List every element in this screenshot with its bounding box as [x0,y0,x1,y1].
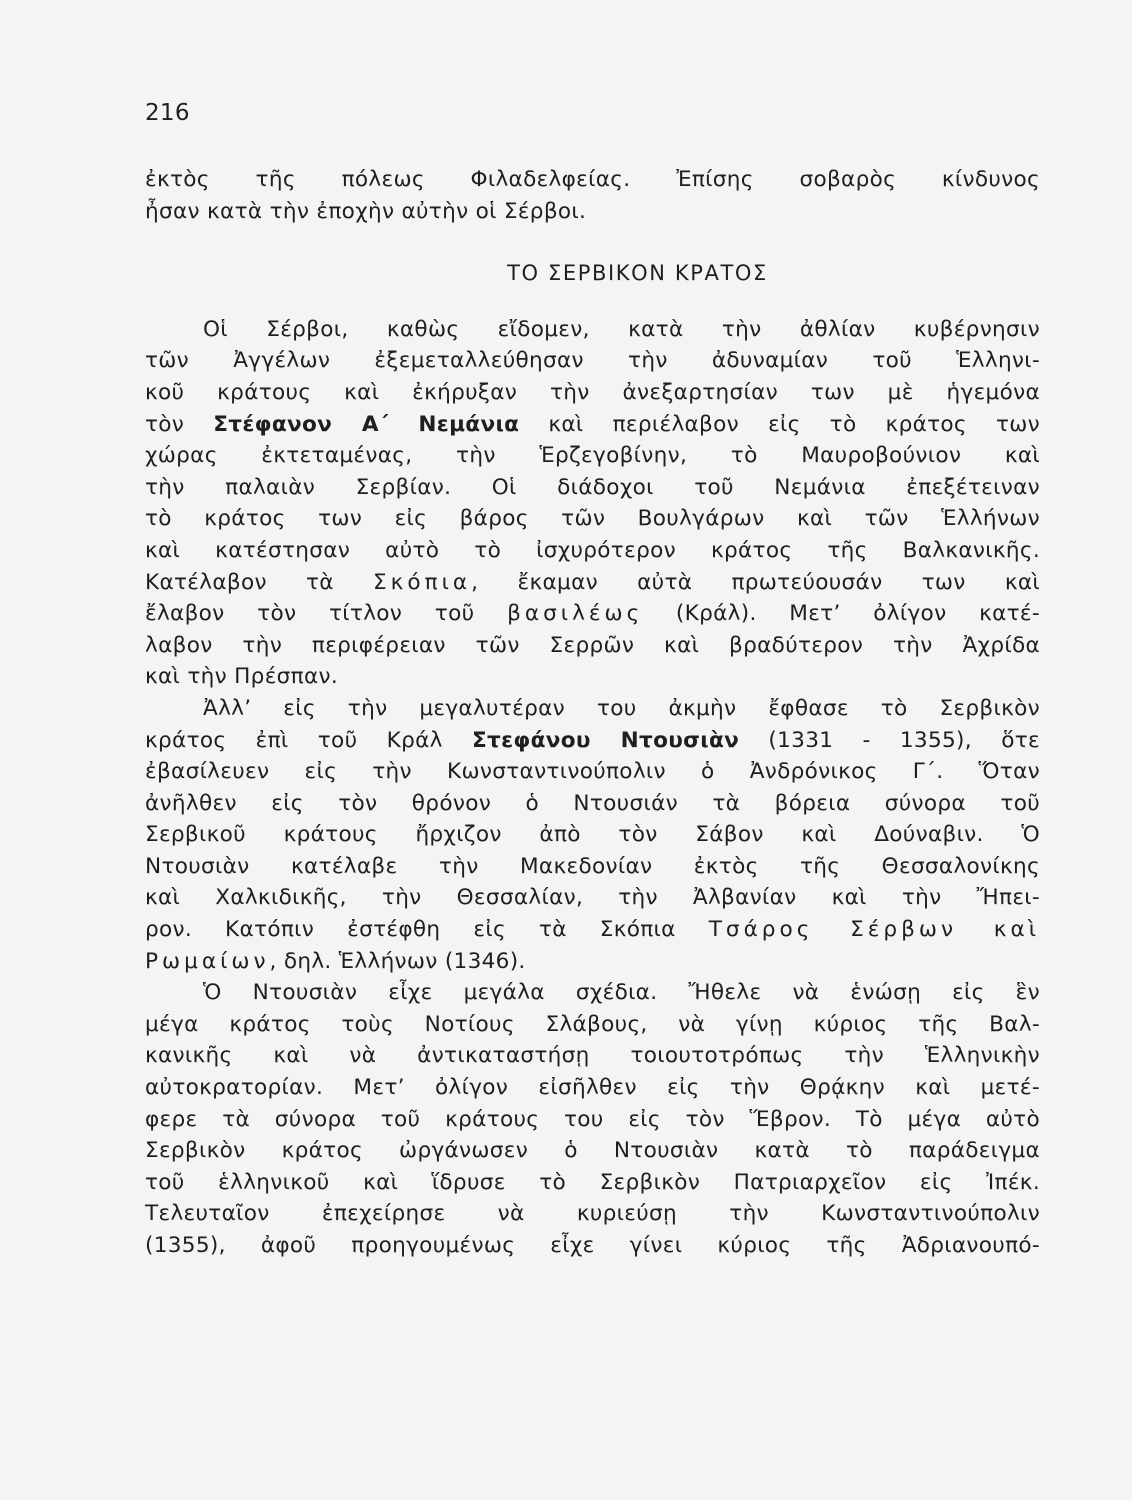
text-line: Ντουσιὰν κατέλαβε τὴν Μακεδονίαν ἐκτὸς τῆς Θεσσαλονίκης [145,853,1040,879]
text-line: Οἱ Σέρβοι, καθὼς εἴδομεν, κατὰ τὴν ἀθλίαν κυβέρνησιν [203,316,1040,342]
text-run: κράτος ἐπὶ τοῦ Κράλ [145,727,472,753]
section-heading: ΤΟ ΣΕΡΒΙΚΟΝ ΚΡΑΤΟΣ [507,261,768,286]
text-line: ἐκτὸς τῆς πόλεως Φιλαδελφείας. Ἐπίσης σοβαρὸς κίνδυνος [145,167,1040,192]
paragraph-dusan-expansion [145,693,1040,977]
text-line: Ὁ Ντουσιὰν εἶχε μεγάλα σχέδια. Ἤθελε νὰ ἑνώσῃ εἰς ἓν [203,980,1040,1006]
text-line: ἐβασίλευεν εἰς τὴν Κωνσταντινούπολιν ὁ Ἀνδρόνικος Γ΄. Ὅταν [145,759,1040,785]
text-line: καὶ Χαλκιδικῆς, τὴν Θεσσαλίαν, τὴν Ἀλβανίαν καὶ τὴν Ἤπει- [145,885,1040,911]
text-line: χώρας ἐκτεταμένας, τὴν Ἑρζεγοβίνην, τὸ Μαυροβούνιον καὶ [145,443,1040,469]
text-line: φερε τὰ σύνορα τοῦ κράτους του εἰς τὸν Ἕβρον. Τὸ μέγα αὐτὸ [145,1106,1040,1132]
text-run: (Κράλ). Μετ’ ὀλίγον κατέ- [643,601,1040,627]
text-line: Σερβικοῦ κράτους ἤρχιζον ἀπὸ τὸν Σάβον καὶ Δούναβιν. Ὁ [145,822,1040,848]
bold-name: Στέφανον Α΄ Νεμάνια [213,411,520,437]
book-page [145,98,1040,1262]
text-line [145,725,1040,757]
text-line: τοῦ ἑλληνικοῦ καὶ ἵδρυσε τὸ Σερβικὸν Πατριαρχεῖον εἰς Ἰπέκ. [145,1169,1040,1195]
text-run: (1331 - 1355), ὅτε [739,727,1040,753]
text-line: τὴν παλαιὰν Σερβίαν. Οἱ διάδοχοι τοῦ Νεμάνια ἐπεξέτειναν [145,474,1040,500]
text-line: κοῦ κράτους καὶ ἐκήρυξαν τὴν ἀνεξαρτησίαν των μὲ ἡγεμόνα [145,379,1040,405]
text-line [145,409,1040,441]
text-line: ἀνῆλθεν εἰς τὸν θρόνον ὁ Ντουσιάν τὰ βόρεια σύνορα τοῦ [145,790,1040,816]
text-run: τὸν [145,411,214,437]
text-line: μέγα κράτος τοὺς Νοτίους Σλάβους, νὰ γίνῃ κύριος τῆς Βαλ- [145,1011,1040,1037]
paragraph-dusan-plans [145,977,1040,1261]
text-line [145,567,1040,599]
text-run: καὶ περιέλαβον εἰς τὸ κράτος των [519,411,1040,437]
page-number: 216 [145,100,190,126]
text-line: κανικῆς καὶ νὰ ἀντικαταστήσῃ τοιουτοτρόπως τὴν Ἑλληνικὴν [145,1043,1040,1069]
text-line: αὐτοκρατορίαν. Μετ’ ὀλίγον εἰσῆλθεν εἰς τὴν Θρᾴκην καὶ μετέ- [145,1075,1040,1101]
text-line: ἦσαν κατὰ τὴν ἐποχὴν αὐτὴν οἱ Σέρβοι. [145,198,587,224]
text-line [145,914,1040,946]
text-line: καὶ κατέστησαν αὐτὸ τὸ ἰσχυρότερον κράτος τῆς Βαλκανικῆς. [145,537,1040,563]
text-line: (1355), ἀφοῦ προηγουμένως εἶχε γίνει κύριος τῆς Ἀδριανουπό- [145,1233,1040,1258]
text-line: καὶ τὴν Πρέσπαν. [145,664,339,690]
bold-name: Στεφάνου Ντουσιὰν [471,727,740,753]
spaced-word: Σκόπια [373,569,472,595]
spaced-word: Τσάρος Σέρβων καὶ [708,917,1040,943]
text-run: , δηλ. Ἑλλήνων (1346). [269,948,526,974]
text-line: τῶν Ἀγγέλων ἐξεμεταλλεύθησαν τὴν ἀδυναμίαν τοῦ Ἑλληνι- [145,348,1040,374]
text-line: τὸ κράτος των εἰς βάρος τῶν Βουλγάρων καὶ τῶν Ἑλλήνων [145,506,1040,532]
paragraph-serbs-independence [145,314,1040,693]
text-run: Κατέλαβον τὰ [145,569,374,595]
spaced-word: βασιλέως [507,601,644,627]
text-line [145,946,1040,978]
text-line: λαβον τὴν περιφέρειαν τῶν Σερρῶν καὶ βραδύτερον τὴν Ἀχρίδα [145,632,1040,658]
text-run: ἔλαβον τὸν τίτλον τοῦ [145,601,508,627]
text-line [145,598,1040,630]
text-run: ρον. Κατόπιν ἐστέφθη εἰς τὰ Σκόπια [145,917,709,943]
intro-paragraph [145,164,1040,227]
text-line: Σερβικὸν κράτος ὠργάνωσεν ὁ Ντουσιὰν κατὰ τὸ παράδειγμα [145,1138,1040,1164]
text-run: , ἔκαμαν αὐτὰ πρωτεύουσάν των καὶ [471,569,1040,595]
text-line: Ἀλλ’ εἰς τὴν μεγαλυτέραν του ἀκμὴν ἔφθασε τὸ Σερβικὸν [203,695,1040,721]
text-line: Τελευταῖον ἐπεχείρησε νὰ κυριεύσῃ τὴν Κωνσταντινούπολιν [145,1201,1040,1227]
spaced-word: Ρωμαίων [145,948,270,974]
